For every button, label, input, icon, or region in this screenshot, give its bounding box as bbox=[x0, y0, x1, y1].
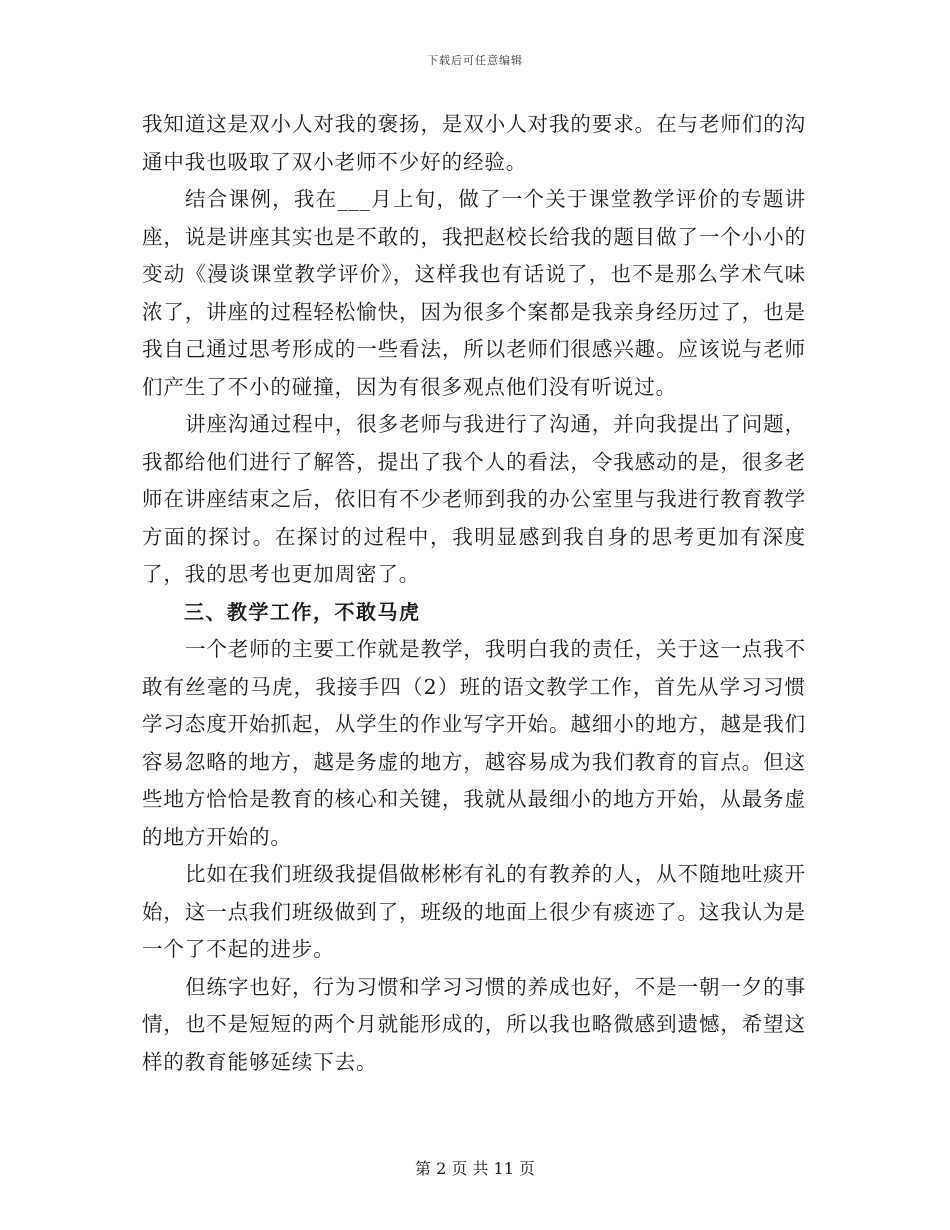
page-header: 下载后可任意编辑 bbox=[427, 54, 523, 67]
paragraph-communication: 讲座沟通过程中，很多老师与我进行了沟通，并向我提出了问题，我都给他们进行了解答，提出了我个人的看法，令我感动的是，很多老师在讲座结束之后，依旧有不少老师到我的办公室里与我进行教育教学方面的探讨。在探讨的过程中，我明显感到我自身的思考更加有深度了，我的思考也更加周密了。 bbox=[142, 412, 806, 586]
paragraph-lecture: 结合课例，我在___月上旬，做了一个关于课堂教学评价的专题讲座，说是讲座其实也是不敢的，我把赵校长给我的题目做了一个小小的变动《漫谈课堂教学评价》，这样我也有话说了，也不是那么学术气味浓了，讲座的过程轻松愉快，因为很多个案都是我亲身经历过了，也是我自己通过思考形成的一些看法，所以老师们很感兴趣。应该说与老师们产生了不小的碰撞，因为有很多观点他们没有听说过。 bbox=[142, 187, 806, 399]
section-heading: 三、教学工作，不敢马虎 bbox=[184, 599, 421, 624]
paragraph-habits: 但练字也好，行为习惯和学习习惯的养成也好，不是一朝一夕的事情，也不是短短的两个月就能形成的，所以我也略微感到遗憾，希望这样的教育能够延续下去。 bbox=[142, 974, 806, 1074]
page-number: 第 2 页 共 11 页 bbox=[415, 1159, 535, 1178]
paragraph-continuation: 我知道这是双小人对我的褒扬，是双小人对我的要求。在与老师们的沟通中我也吸取了双小老师不少好的经验。 bbox=[142, 112, 806, 174]
paragraph-teaching: 一个老师的主要工作就是教学，我明白我的责任，关于这一点我不敢有丝毫的马虎，我接手四（2）班的语文教学工作，首先从学习习惯学习态度开始抓起，从学生的作业写字开始。越细小的地方，越是我们容易忽略的地方，越是务虚的地方，越容易成为我们教育的盲点。但这些地方恰恰是教育的核心和关键，我就从最细小的地方开始，从最务虚的地方开始的。 bbox=[142, 637, 806, 849]
document-body bbox=[142, 106, 806, 1081]
paragraph-example: 比如在我们班级我提倡做彬彬有礼的有教养的人，从不随地吐痰开始，这一点我们班级做到了，班级的地面上很少有痰迹了。这我认为是一个了不起的进步。 bbox=[142, 862, 806, 961]
